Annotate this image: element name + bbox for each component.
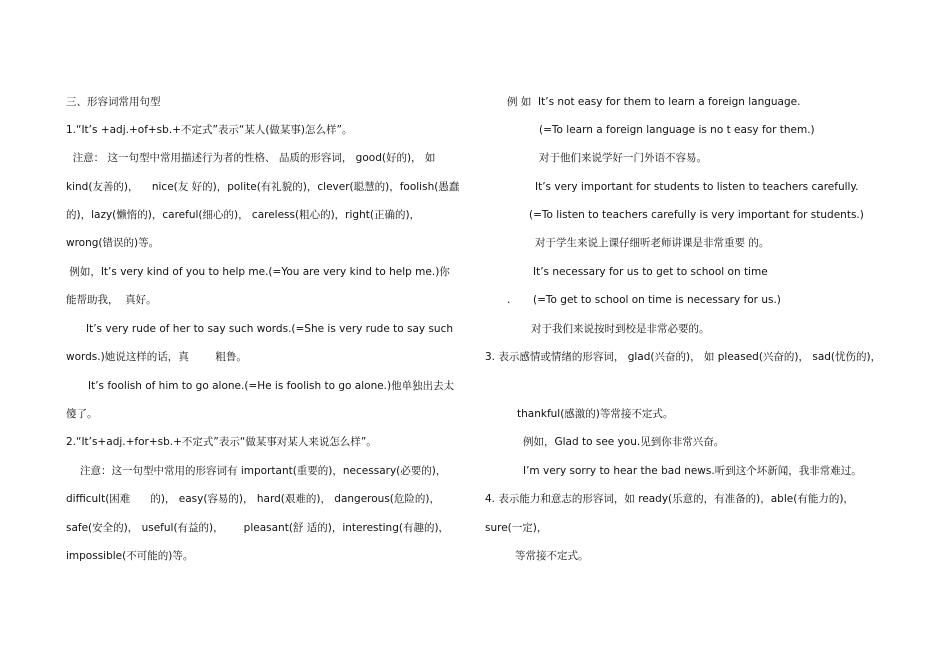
example-line: 例如，Glad to see you.见到你非常兴奋。 <box>523 436 725 448</box>
text-line: 注意： 这一句型中常用描述行为者的性格、 品质的形容词， good(好的)， 如 <box>66 152 436 164</box>
text-line: difficult(困难 的)， easy(容易的)， hard(艰难的)， dangerous(危险的)， <box>66 493 440 505</box>
text-line: impossible(不可能的)等。 <box>66 550 194 562</box>
pattern-2-title: 2.“It’s+adj.+for+sb.+不定式”表示“做某事对某人来说怎么样”。 <box>66 436 377 448</box>
text-line: sure(一定)， <box>485 522 548 534</box>
example-line: It’s very important for students to listen to teachers carefully. <box>535 181 859 193</box>
translation-line: 对于他们来说学好一门外语不容易。 <box>539 152 707 164</box>
text-line: 的)，lazy(懒惰的)，careful(细心的)， careless(粗心的)，right(正确的)， <box>66 209 421 221</box>
example-line: I’m very sorry to hear the bad news.听到这个坏新闻，我非常难过。 <box>523 465 862 477</box>
text-line: 注意：这一句型中常用的形容词有 important(重要的)，necessary(必要的)， <box>80 465 447 477</box>
text-line: 傻了。 <box>66 408 98 420</box>
section-heading: 三、形容词常用句型 <box>66 96 161 108</box>
text-line: wrong(错误的)等。 <box>66 237 160 249</box>
text-line: safe(安全的)， useful(有益的)， pleasant(舒 适的)，interesting(有趣的)， <box>66 522 450 534</box>
example-line: (=To learn a foreign language is no t easy for them.) <box>539 124 815 136</box>
example-line: 例 如 It’s not easy for them to learn a foreign language. <box>507 96 801 108</box>
example-line: It’s necessary for us to get to school on time <box>533 266 768 278</box>
text-line: kind(友善的)， nice(友 好的)，polite(有礼貌的)，clever(聪慧的)，foolish(愚蠢 <box>66 181 460 193</box>
point-3-title: 3. 表示感情或情绪的形容词， glad(兴奋的)， 如 pleased(兴奋的)， sad(忧伤的)， <box>485 351 882 363</box>
stray-dot: . <box>507 294 511 306</box>
example-line: (=To get to school on time is necessary for us.) <box>533 294 781 306</box>
text-line: thankful(感激的)等常接不定式。 <box>517 408 674 420</box>
example-line: (=To listen to teachers carefully is very important for students.) <box>529 209 864 221</box>
text-line: 等常接不定式。 <box>515 550 589 562</box>
text-line: words.)她说这样的话，真 粗鲁。 <box>66 351 247 363</box>
example-line: It’s foolish of him to go alone.(=He is foolish to go alone.)他单独出去太 <box>88 380 455 392</box>
text-line: 能帮助我， 真好。 <box>66 294 157 306</box>
point-4-title: 4. 表示能力和意志的形容词，如 ready(乐意的，有准备的)，able(有能力的)， <box>485 493 854 505</box>
translation-line: 对于学生来说上课仔细听老师讲课是非常重要 的。 <box>535 237 770 249</box>
example-line: 例如，It’s very kind of you to help me.(=You are very kind to help me.)你 <box>66 266 450 278</box>
translation-line: 对于我们来说按时到校是非常必要的。 <box>531 323 710 335</box>
pattern-1-title: 1.“It’s +adj.+of+sb.+不定式”表示“某人(做某事)怎么样”。 <box>66 124 353 136</box>
example-line: It’s very rude of her to say such words.(=She is very rude to say such <box>86 323 454 335</box>
